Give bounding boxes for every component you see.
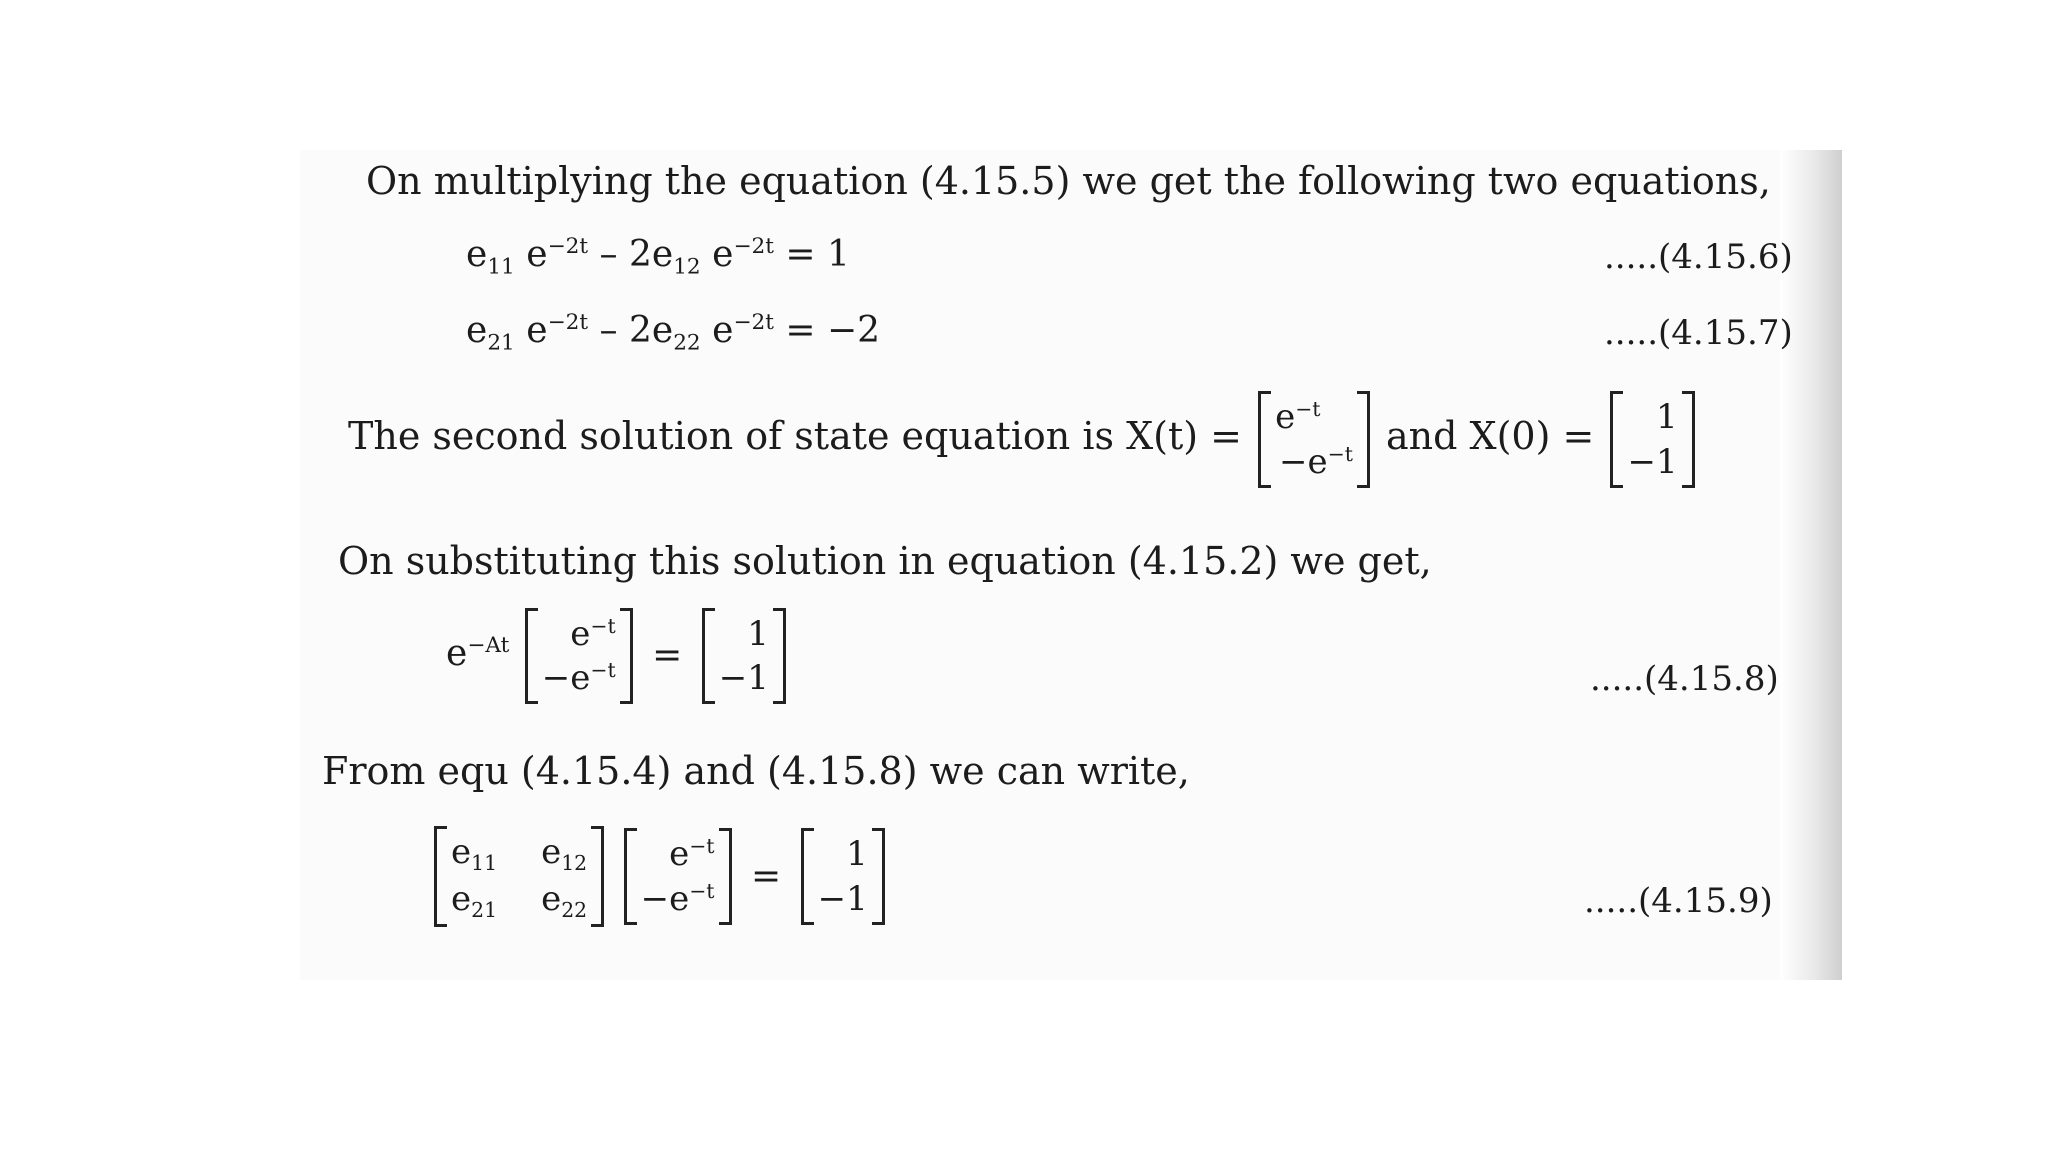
exponent: −2t xyxy=(547,310,589,335)
matrix-entry: e xyxy=(451,832,472,872)
matrix-rhs xyxy=(702,608,786,704)
equation-4-15-8 xyxy=(446,608,790,704)
and-text: and X(0) = xyxy=(1386,414,1595,458)
matrix-entry: e xyxy=(541,878,562,919)
matrix-entry: 1 xyxy=(747,614,769,654)
equation-4-15-7: $e_{21}$ $e^{-2t} - 2e_{22}$ $e^{-2t} = -2$ xyxy=(466,309,881,356)
exponent: −t xyxy=(590,613,616,638)
operator: – 2e xyxy=(588,309,674,351)
second-solution-line xyxy=(348,376,1699,496)
matrix-solution xyxy=(624,828,732,924)
term-e: e xyxy=(466,233,488,275)
matrix-xt xyxy=(1258,391,1370,487)
exponent: −2t xyxy=(733,310,774,335)
matrix-entry: −1 xyxy=(817,878,868,919)
matrix-entry: −1 xyxy=(718,658,769,699)
matrix-entry: 1 xyxy=(1655,397,1678,438)
equation-number-4-15-6: .....(4.15.6) xyxy=(1604,237,1793,277)
right-hand-side: = 1 xyxy=(773,233,850,275)
subscript: 12 xyxy=(673,254,701,280)
exponent: −t xyxy=(590,657,616,682)
subscript: 22 xyxy=(561,897,588,922)
from-line: From equ (4.15.4) and (4.15.8) we can write, xyxy=(322,749,1190,793)
matrix-entry: e xyxy=(541,832,562,872)
matrix-rhs xyxy=(801,828,885,924)
equals-sign: = xyxy=(750,855,782,897)
intro-line: On multiplying the equation (4.15.5) we get the following two equations, xyxy=(366,159,1771,203)
subscript: 12 xyxy=(561,851,588,876)
equation-number-4-15-7: .....(4.15.7) xyxy=(1604,313,1793,353)
equation-number-4-15-8: .....(4.15.8) xyxy=(1590,659,1779,699)
exponent: −t xyxy=(1295,397,1321,422)
exponent: −t xyxy=(689,834,715,859)
term-e: e xyxy=(446,633,468,675)
matrix-x0 xyxy=(1610,391,1694,487)
matrix-entry: −1 xyxy=(1627,441,1678,482)
equals-sign: = xyxy=(652,635,683,677)
exponent: −At xyxy=(467,633,510,659)
exponent: −2t xyxy=(547,234,589,259)
matrix-entry: −e xyxy=(640,878,690,919)
operator: – 2e xyxy=(588,233,674,275)
equation-4-15-9 xyxy=(430,826,889,927)
matrix-e xyxy=(434,826,604,927)
subscript: 21 xyxy=(471,897,498,922)
equation-number-4-15-9: .....(4.15.9) xyxy=(1584,881,1773,921)
matrix-entry: e xyxy=(451,878,472,919)
subscript: 21 xyxy=(487,330,515,356)
subscript: 11 xyxy=(471,851,498,876)
exponent: −t xyxy=(1327,441,1353,466)
matrix-solution xyxy=(525,608,633,704)
subscript: 22 xyxy=(673,330,701,356)
equation-4-15-6: $e_{11}$ $e^{-2t} - 2e_{12}$ $e^{-2t} = 1$ xyxy=(466,233,850,280)
second-solution-text: The second solution of state equation is X(t) = xyxy=(348,414,1242,458)
exponent: −2t xyxy=(733,234,774,259)
matrix-entry: e xyxy=(570,614,591,654)
matrix-entry: 1 xyxy=(846,834,868,875)
matrix-entry: −e xyxy=(1279,441,1328,482)
matrix-entry: e xyxy=(669,834,690,875)
subscript: 11 xyxy=(487,254,515,280)
exponent: −t xyxy=(689,878,715,903)
right-hand-side: = −2 xyxy=(773,309,881,351)
substituting-line: On substituting this solution in equation (4.15.2) we get, xyxy=(338,539,1432,583)
matrix-entry: e xyxy=(1275,397,1296,438)
matrix-entry: −e xyxy=(541,658,591,699)
term-e: e xyxy=(466,309,488,351)
